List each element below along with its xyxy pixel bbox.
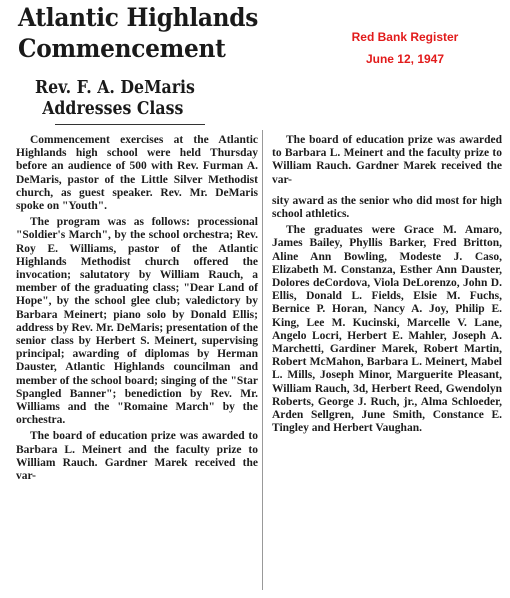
headline-line-1: Atlantic Highlands [18, 3, 259, 32]
body-paragraph: The board of education prize was awarded to Barbara L. Meinert and the faculty prize to William Rauch. Gardner Marek received the var- [272, 134, 502, 186]
body-paragraph: The program was as follows: processional "Soldier's March", by the school orchestra; Rev. Roy E. Williams, pastor of the Atlantic Highlands Methodist church offered the invocation; salutatory by William Rauch, a member of the graduating class; "Dear Land of Hope", by the school glee club; valedictory by Barbara Meinert; piano solo by Donald Ellis; address by Rev. Mr. DeMaris; presentation of the senior class by Herbert S. Meinert, supervising principal; awarding of diplomas by Herman Dauster, Atlantic Highlands councilman and member of the school board; singing of the "Star Spangled Banner"; benediction by Rev. Mr. Williams and the "Romaine March" by the orchestra. [16, 216, 258, 427]
subheadline-line-1: Rev. F. A. DeMaris [35, 78, 195, 98]
body-paragraph: sity award as the senior who did most for high school athletics. [272, 194, 502, 221]
divider-rule [55, 124, 205, 125]
subheadline [35, 78, 233, 120]
headline-line-2: Commencement [18, 34, 226, 63]
article-column-2 [272, 134, 502, 435]
subheadline-line-2: Addresses Class [42, 99, 184, 119]
headline [18, 2, 260, 64]
body-paragraph: The graduates were Grace M. Amaro, James Bailey, Phyllis Barker, Fred Britton, Aline Ann Bowling, Modeste J. Caso, Elizabeth M. Constanza, Esther Ann Dauster, Dolores deCordova, Viola DeLorenzo, John D. Ellis, Donald L. Fields, Elsie M. Fuchs, Bernice P. Horan, Nancy A. Joy, Philip E. King, Lee M. Kucinski, Marcelle V. Lane, Angelo Locri, Herbert E. Mahler, Joseph A. Marchetti, Gardiner Marek, Robert Martin, Robert McMahon, Barbara L. Meinert, Mabel L. Mills, Joseph Minor, Marguerite Pleasant, William Rauch, 3d, Herbert Reed, Gwendolyn Roberts, George J. Ruch, jr., Alma Schloeder, Arden Sellgren, June Smith, Constance E. Tingley and Herbert Vaughan. [272, 224, 502, 435]
column-divider [262, 130, 263, 590]
body-paragraph: Commencement exercises at the Atlantic Highlands high school were held Thursday before an audience of 500 with Rev. Furman A. DeMaris, pastor of the Little Silver Methodist church, as guest speaker. Rev. Mr. DeMaris spoke on "Youth". [16, 134, 258, 213]
publication-date: June 12, 1947 [365, 52, 445, 66]
article-column-1 [16, 134, 258, 483]
body-paragraph: The board of education prize was awarded to Barbara L. Meinert and the faculty prize to William Rauch. Gardner Marek received the var- [16, 430, 258, 483]
publication-name: Red Bank Register [351, 30, 459, 44]
